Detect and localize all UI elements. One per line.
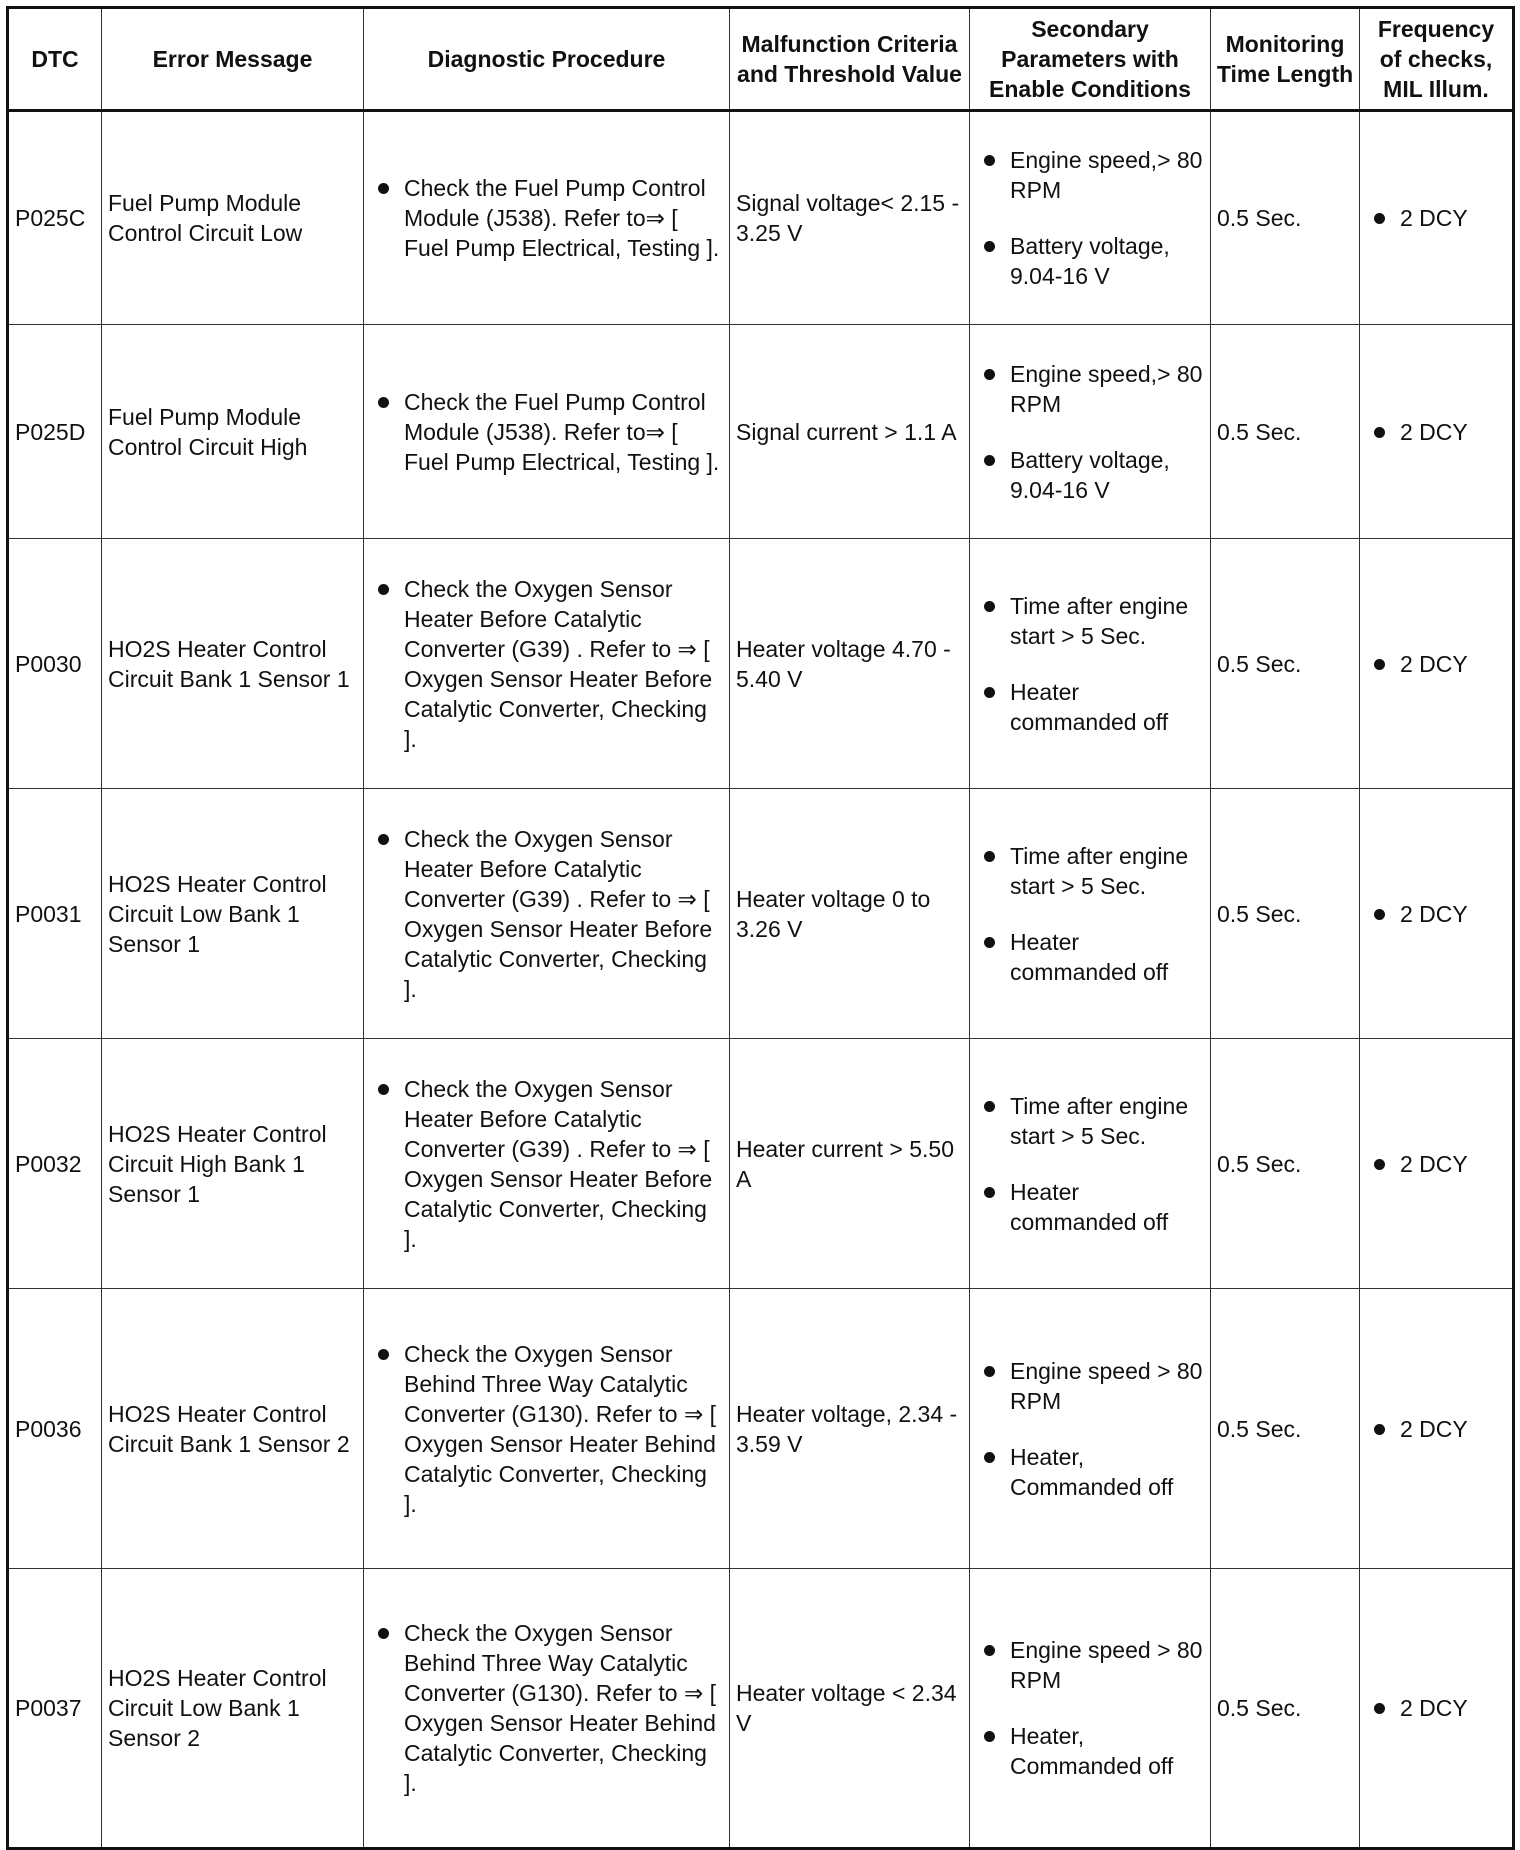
cell-error-message: HO2S Heater Control Circuit Bank 1 Sensor 2 — [102, 1289, 364, 1569]
cell-secondary-parameters — [970, 539, 1211, 789]
cell-diagnostic-procedure — [364, 1569, 730, 1849]
table-body — [8, 111, 1514, 1849]
cell-dtc-code: P0032 — [8, 1039, 102, 1289]
procedure-list — [370, 173, 723, 263]
cell-diagnostic-procedure — [364, 325, 730, 539]
secondary-parameters-list — [976, 359, 1204, 505]
cell-frequency — [1360, 1289, 1514, 1569]
secondary-parameter-item: Engine speed,> 80 RPM — [976, 145, 1204, 205]
cell-secondary-parameters — [970, 1569, 1211, 1849]
procedure-list — [370, 1074, 723, 1254]
cell-secondary-parameters — [970, 1039, 1211, 1289]
table-row — [8, 325, 1514, 539]
frequency-bullet-item: 2 DCY — [1366, 1414, 1468, 1444]
procedure-bullet-item: Check the Fuel Pump Control Module (J538). Refer to⇒ [ Fuel Pump Electrical, Testing ]. — [370, 173, 723, 263]
header-dtc: DTC — [8, 8, 102, 111]
secondary-parameter-item: Time after engine start > 5 Sec. — [976, 1091, 1204, 1151]
secondary-parameter-item: Heater commanded off — [976, 1177, 1204, 1237]
cell-dtc-code: P0036 — [8, 1289, 102, 1569]
cell-monitoring-time: 0.5 Sec. — [1211, 1289, 1360, 1569]
secondary-parameter-item: Engine speed,> 80 RPM — [976, 359, 1204, 419]
cell-diagnostic-procedure — [364, 1289, 730, 1569]
cell-frequency — [1360, 111, 1514, 325]
cell-frequency — [1360, 325, 1514, 539]
procedure-bullet-item: Check the Oxygen Sensor Heater Before Catalytic Converter (G39) . Refer to ⇒ [ Oxygen Sensor Heater Before Catalytic Converter, Checking ]. — [370, 824, 723, 1004]
header-monitoring-time: Monitoring Time Length — [1211, 8, 1360, 111]
frequency-bullet-item: 2 DCY — [1366, 203, 1468, 233]
header-malfunction-criteria: Malfunction Criteria and Threshold Value — [730, 8, 970, 111]
table-header — [8, 8, 1514, 111]
secondary-parameter-item: Battery voltage, 9.04-16 V — [976, 231, 1204, 291]
procedure-list — [370, 1339, 723, 1519]
frequency-bullet-item: 2 DCY — [1366, 899, 1468, 929]
cell-dtc-code: P025D — [8, 325, 102, 539]
cell-malfunction-criteria: Heater voltage 0 to 3.26 V — [730, 789, 970, 1039]
frequency-bullet-item: 2 DCY — [1366, 417, 1468, 447]
frequency-list — [1366, 1414, 1468, 1444]
secondary-parameters-list — [976, 1091, 1204, 1237]
secondary-parameter-item: Time after engine start > 5 Sec. — [976, 591, 1204, 651]
procedure-bullet-item: Check the Oxygen Sensor Heater Before Catalytic Converter (G39) . Refer to ⇒ [ Oxygen Sensor Heater Before Catalytic Converter, Checking ]. — [370, 574, 723, 754]
procedure-list — [370, 1618, 723, 1798]
procedure-bullet-item: Check the Oxygen Sensor Behind Three Way Catalytic Converter (G130). Refer to ⇒ [ Oxygen Sensor Heater Behind Catalytic Converter, Checking ]. — [370, 1339, 723, 1519]
frequency-list — [1366, 1693, 1468, 1723]
cell-frequency — [1360, 539, 1514, 789]
frequency-bullet-item: 2 DCY — [1366, 1693, 1468, 1723]
secondary-parameters-list — [976, 145, 1204, 291]
cell-diagnostic-procedure — [364, 1039, 730, 1289]
frequency-list — [1366, 649, 1468, 679]
procedure-list — [370, 387, 723, 477]
frequency-bullet-item: 2 DCY — [1366, 649, 1468, 679]
secondary-parameter-item: Heater, Commanded off — [976, 1721, 1204, 1781]
cell-malfunction-criteria: Signal current > 1.1 A — [730, 325, 970, 539]
secondary-parameters-list — [976, 591, 1204, 737]
secondary-parameter-item: Engine speed > 80 RPM — [976, 1356, 1204, 1416]
cell-dtc-code: P0031 — [8, 789, 102, 1039]
cell-error-message: Fuel Pump Module Control Circuit High — [102, 325, 364, 539]
cell-dtc-code: P025C — [8, 111, 102, 325]
header-frequency: Frequency of checks, MIL Illum. — [1360, 8, 1514, 111]
frequency-list — [1366, 899, 1468, 929]
cell-malfunction-criteria: Heater current > 5.50 A — [730, 1039, 970, 1289]
cell-diagnostic-procedure — [364, 789, 730, 1039]
cell-error-message: HO2S Heater Control Circuit High Bank 1 Sensor 1 — [102, 1039, 364, 1289]
secondary-parameter-item: Engine speed > 80 RPM — [976, 1635, 1204, 1695]
header-secondary-parameters: Secondary Parameters with Enable Conditions — [970, 8, 1211, 111]
procedure-list — [370, 824, 723, 1004]
cell-diagnostic-procedure — [364, 111, 730, 325]
cell-frequency — [1360, 789, 1514, 1039]
header-error-message: Error Message — [102, 8, 364, 111]
secondary-parameter-item: Time after engine start > 5 Sec. — [976, 841, 1204, 901]
procedure-bullet-item: Check the Fuel Pump Control Module (J538). Refer to⇒ [ Fuel Pump Electrical, Testing ]. — [370, 387, 723, 477]
cell-error-message: HO2S Heater Control Circuit Low Bank 1 Sensor 2 — [102, 1569, 364, 1849]
cell-monitoring-time: 0.5 Sec. — [1211, 1039, 1360, 1289]
cell-secondary-parameters — [970, 325, 1211, 539]
table-row — [8, 111, 1514, 325]
secondary-parameter-item: Heater commanded off — [976, 927, 1204, 987]
secondary-parameter-item: Heater commanded off — [976, 677, 1204, 737]
table-row — [8, 1289, 1514, 1569]
procedure-list — [370, 574, 723, 754]
cell-error-message: HO2S Heater Control Circuit Bank 1 Sensor 1 — [102, 539, 364, 789]
cell-diagnostic-procedure — [364, 539, 730, 789]
cell-dtc-code: P0037 — [8, 1569, 102, 1849]
secondary-parameter-item: Heater, Commanded off — [976, 1442, 1204, 1502]
cell-monitoring-time: 0.5 Sec. — [1211, 1569, 1360, 1849]
dtc-table — [6, 6, 1515, 1850]
cell-malfunction-criteria: Heater voltage < 2.34 V — [730, 1569, 970, 1849]
cell-secondary-parameters — [970, 111, 1211, 325]
secondary-parameter-item: Battery voltage, 9.04-16 V — [976, 445, 1204, 505]
frequency-bullet-item: 2 DCY — [1366, 1149, 1468, 1179]
cell-malfunction-criteria: Signal voltage< 2.15 - 3.25 V — [730, 111, 970, 325]
frequency-list — [1366, 417, 1468, 447]
frequency-list — [1366, 1149, 1468, 1179]
cell-error-message: Fuel Pump Module Control Circuit Low — [102, 111, 364, 325]
cell-monitoring-time: 0.5 Sec. — [1211, 111, 1360, 325]
table-row — [8, 789, 1514, 1039]
table-row — [8, 1039, 1514, 1289]
secondary-parameters-list — [976, 841, 1204, 987]
secondary-parameters-list — [976, 1356, 1204, 1502]
procedure-bullet-item: Check the Oxygen Sensor Behind Three Way Catalytic Converter (G130). Refer to ⇒ [ Oxygen Sensor Heater Behind Catalytic Converter, Checking ]. — [370, 1618, 723, 1798]
cell-monitoring-time: 0.5 Sec. — [1211, 789, 1360, 1039]
cell-dtc-code: P0030 — [8, 539, 102, 789]
header-diagnostic-procedure: Diagnostic Procedure — [364, 8, 730, 111]
frequency-list — [1366, 203, 1468, 233]
cell-malfunction-criteria: Heater voltage 4.70 - 5.40 V — [730, 539, 970, 789]
cell-monitoring-time: 0.5 Sec. — [1211, 539, 1360, 789]
document-page — [6, 6, 1515, 1850]
cell-frequency — [1360, 1569, 1514, 1849]
cell-error-message: HO2S Heater Control Circuit Low Bank 1 Sensor 1 — [102, 789, 364, 1039]
cell-secondary-parameters — [970, 1289, 1211, 1569]
cell-frequency — [1360, 1039, 1514, 1289]
header-row — [8, 8, 1514, 111]
cell-secondary-parameters — [970, 789, 1211, 1039]
secondary-parameters-list — [976, 1635, 1204, 1781]
cell-monitoring-time: 0.5 Sec. — [1211, 325, 1360, 539]
cell-malfunction-criteria: Heater voltage, 2.34 - 3.59 V — [730, 1289, 970, 1569]
table-row — [8, 1569, 1514, 1849]
procedure-bullet-item: Check the Oxygen Sensor Heater Before Catalytic Converter (G39) . Refer to ⇒ [ Oxygen Sensor Heater Before Catalytic Converter, Checking ]. — [370, 1074, 723, 1254]
table-row — [8, 539, 1514, 789]
